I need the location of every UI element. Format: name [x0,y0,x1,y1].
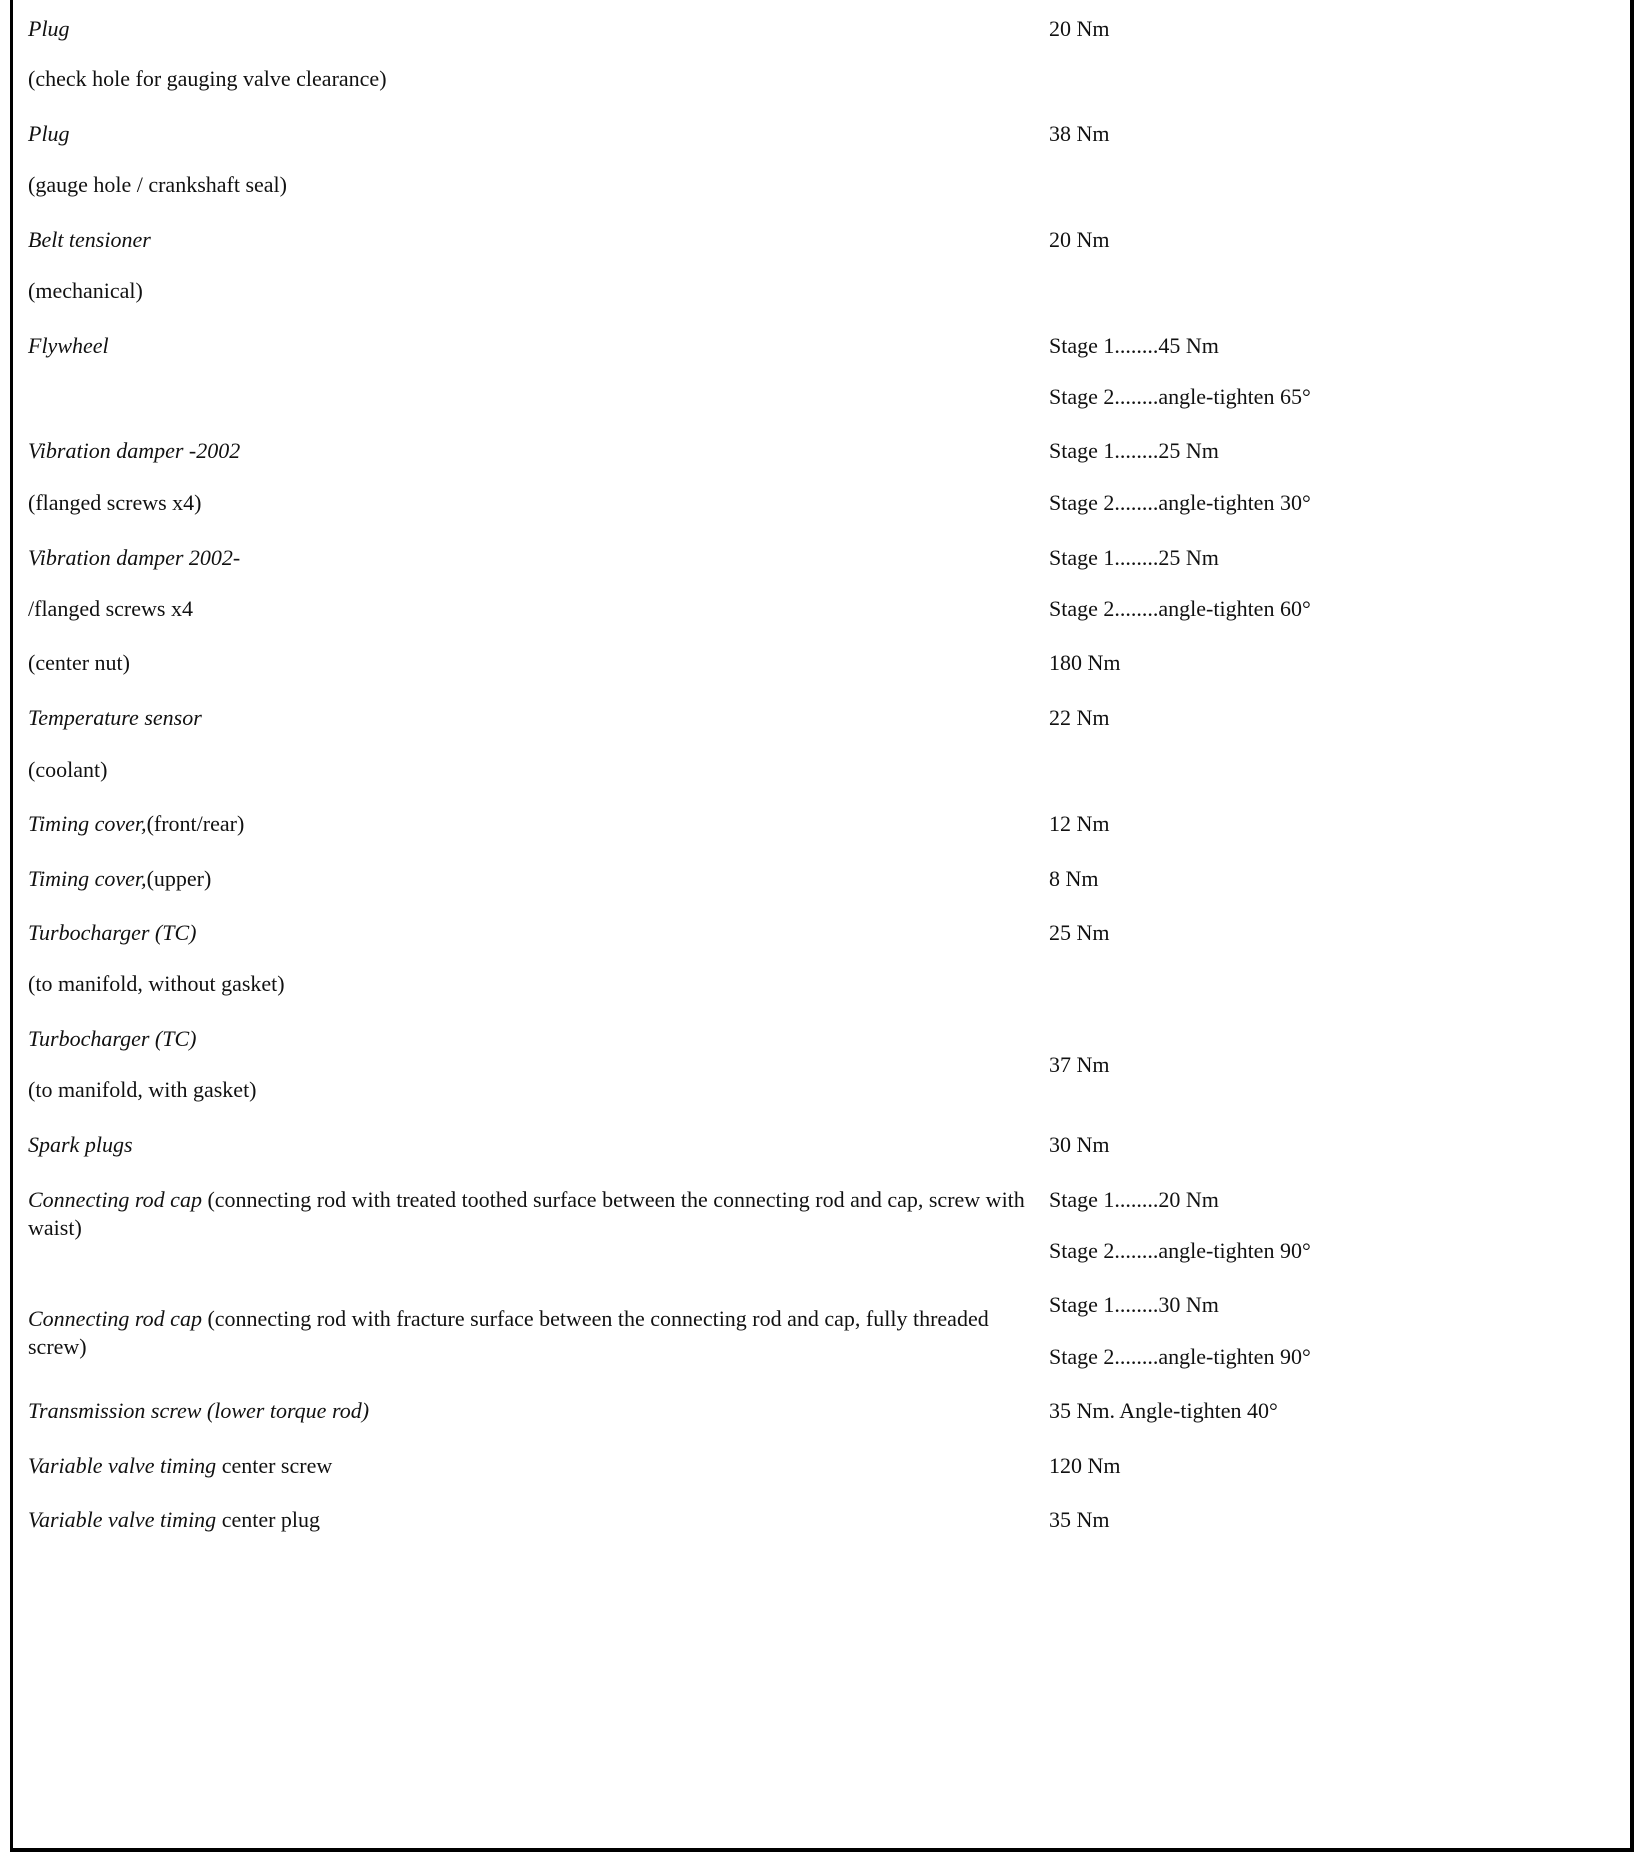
part-name: Variable valve timing [28,1507,217,1532]
row-2-left [28,120,70,148]
part-detail: (connecting rod with fracture surface between the connecting rod and cap, fully threaded screw) [28,1306,989,1359]
row-8-left [28,437,240,465]
row-10-value: Stage 1........25 Nm [1049,545,1219,570]
row-19-left [28,1025,196,1053]
row-9-left: (flanged screws x4) [28,490,202,515]
row-22-left [28,1131,133,1159]
row-17-value: 25 Nm [1049,920,1110,945]
row-14-left: (coolant) [28,757,108,782]
part-name: Vibration damper -2002 [28,438,241,463]
row-29-value: 120 Nm [1049,1453,1121,1478]
row-0-value: 20 Nm [1049,16,1110,41]
row-4-value: 20 Nm [1049,227,1110,252]
row-15-left [28,810,244,838]
part-detail: center plug [216,1507,321,1532]
part-name: Vibration damper 2002- [28,545,241,570]
part-name: Turbocharger (TC) [28,1026,197,1051]
row-0-left [28,15,70,43]
row-10-left [28,544,240,572]
row-16-value: 8 Nm [1049,866,1099,891]
part-name: Plug [28,121,70,146]
part-detail: (front/rear) [146,811,245,836]
part-detail: center screw [216,1453,333,1478]
row-16-left [28,865,211,893]
row-3-left: (gauge hole / crankshaft seal) [28,172,287,197]
row-22-value: 30 Nm [1049,1132,1110,1157]
row-13-value: 22 Nm [1049,705,1110,730]
part-name: Timing cover, [28,866,147,891]
part-name: Belt tensioner [28,227,151,252]
part-name: Spark plugs [28,1132,133,1157]
row-2-value: 38 Nm [1049,121,1110,146]
part-name: Turbocharger (TC) [28,920,197,945]
row-30-left [28,1506,320,1534]
row-23-value: Stage 1........20 Nm [1049,1187,1219,1212]
part-name: Variable valve timing [28,1453,217,1478]
row-29-left [28,1452,332,1480]
row-11-value: Stage 2........angle-tighten 60° [1049,596,1311,621]
row-6-value: Stage 1........45 Nm [1049,333,1219,358]
row-4-left [28,226,151,254]
row-13-left [28,704,202,732]
part-name: Plug [28,16,70,41]
row-25-value: Stage 1........30 Nm [1049,1292,1219,1317]
part-name: Temperature sensor [28,705,202,730]
row-28-value: 35 Nm. Angle-tighten 40° [1049,1398,1278,1423]
part-name: Connecting rod cap [28,1187,202,1212]
row-9-value: Stage 2........angle-tighten 30° [1049,490,1311,515]
row-8-value: Stage 1........25 Nm [1049,438,1219,463]
part-name: Transmission screw (lower torque rod) [28,1398,370,1423]
row-21-left: (to manifold, with gasket) [28,1077,257,1102]
row-27-value: Stage 2........angle-tighten 90° [1049,1344,1311,1369]
row-23-left [28,1186,1028,1242]
row-6-left [28,332,109,360]
row-18-left: (to manifold, without gasket) [28,971,285,996]
row-12-value: 180 Nm [1049,650,1121,675]
row-20-value: 37 Nm [1049,1052,1110,1077]
part-name: Timing cover, [28,811,147,836]
part-detail: (upper) [146,866,212,891]
row-12-left: (center nut) [28,650,130,675]
row-28-left [28,1397,369,1425]
row-1-left: (check hole for gauging valve clearance) [28,66,387,91]
row-26-left [28,1305,1028,1361]
row-5-left: (mechanical) [28,278,143,303]
row-17-left [28,919,196,947]
part-name: Flywheel [28,333,109,358]
row-15-value: 12 Nm [1049,811,1110,836]
part-detail: (connecting rod with treated toothed surface between the connecting rod and cap, screw with waist) [28,1187,1025,1240]
row-11-left: /flanged screws x4 [28,596,193,621]
row-24-value: Stage 2........angle-tighten 90° [1049,1238,1311,1263]
row-30-value: 35 Nm [1049,1507,1110,1532]
document-frame [10,0,1634,1852]
row-7-value: Stage 2........angle-tighten 65° [1049,384,1311,409]
part-name: Connecting rod cap [28,1306,202,1331]
